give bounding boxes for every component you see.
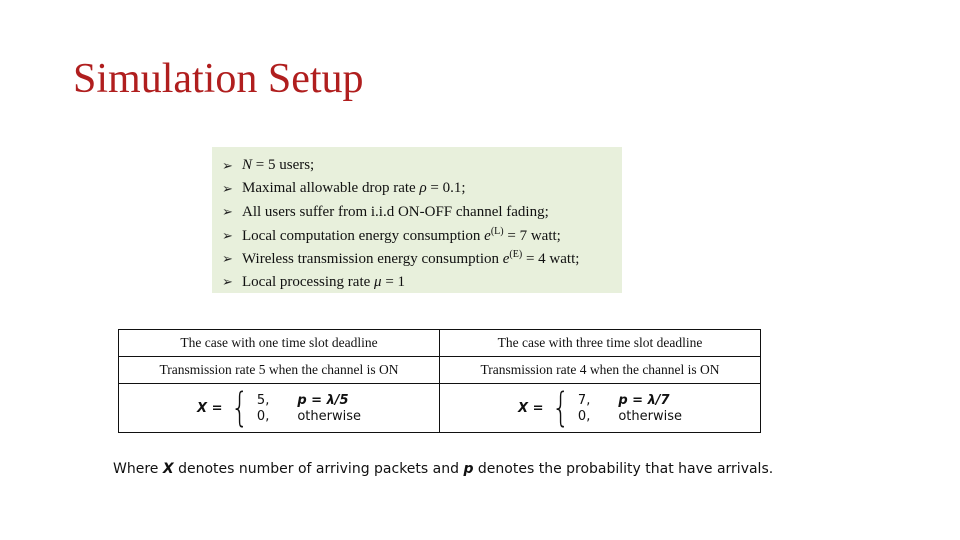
table-cell-rate: Transmission rate 4 when the channel is ON: [440, 357, 761, 384]
footnote: Where X denotes number of arriving packets and p denotes the probability that have arrivals.: [113, 461, 774, 477]
bullet-text: Wireless transmission energy consumption $e^{(E)} = 4$ watt;: [242, 249, 580, 268]
case-condition: otherwise: [618, 408, 682, 424]
bullet-item-wireless-energy: [222, 247, 622, 270]
arrow-bullet-icon: ➢: [222, 204, 233, 220]
bullet-item-local-energy: [222, 224, 622, 247]
table-cell-rate: Transmission rate 5 when the channel is ON: [119, 357, 440, 384]
bullet-text: Maximal allowable drop rate ρ = 0.1;: [242, 180, 466, 197]
case-condition: p = λ/7: [618, 392, 670, 408]
bullet-item-users: [222, 154, 622, 177]
case-value: 7,: [577, 392, 591, 408]
table-row: [119, 330, 761, 357]
bullet-item-processing-rate: [222, 270, 622, 293]
arrow-bullet-icon: ➢: [222, 180, 233, 196]
piecewise-formula: [197, 385, 361, 431]
formula-lhs: X =: [197, 400, 223, 416]
case-value: 5,: [256, 392, 270, 408]
cases-table: [118, 329, 761, 433]
formula-cases: [257, 393, 361, 424]
table-cell-formula: [119, 384, 440, 433]
bullet-text: Local computation energy consumption $e^{(L)} = 7$ watt;: [242, 226, 561, 245]
bullet-text: N = 5 users;: [242, 157, 315, 174]
formula-lhs: X =: [518, 400, 544, 416]
parameter-list: [212, 147, 622, 293]
table-row: [119, 357, 761, 384]
arrow-bullet-icon: ➢: [222, 157, 233, 173]
case-value: 0,: [256, 408, 270, 424]
bullet-text: Local processing rate μ = 1: [242, 273, 406, 290]
slide-title: Simulation Setup: [73, 56, 364, 102]
table-header-one-slot: The case with one time slot deadline: [119, 330, 440, 357]
arrow-bullet-icon: ➢: [222, 227, 233, 243]
brace-icon: {: [552, 385, 571, 431]
bullet-item-drop-rate: [222, 177, 622, 200]
table-cell-formula: [440, 384, 761, 433]
arrow-bullet-icon: ➢: [222, 274, 233, 290]
brace-icon: {: [231, 385, 250, 431]
arrow-bullet-icon: ➢: [222, 250, 233, 266]
case-condition: otherwise: [297, 408, 361, 424]
formula-cases: [578, 393, 682, 424]
case-value: 0,: [577, 408, 591, 424]
case-condition: p = λ/5: [297, 392, 349, 408]
bullet-item-channel-fading: [222, 201, 622, 224]
table-header-three-slot: The case with three time slot deadline: [440, 330, 761, 357]
bullet-text: All users suffer from i.i.d ON-OFF channel fading;: [242, 203, 549, 220]
table-row: [119, 384, 761, 433]
piecewise-formula: [518, 385, 682, 431]
